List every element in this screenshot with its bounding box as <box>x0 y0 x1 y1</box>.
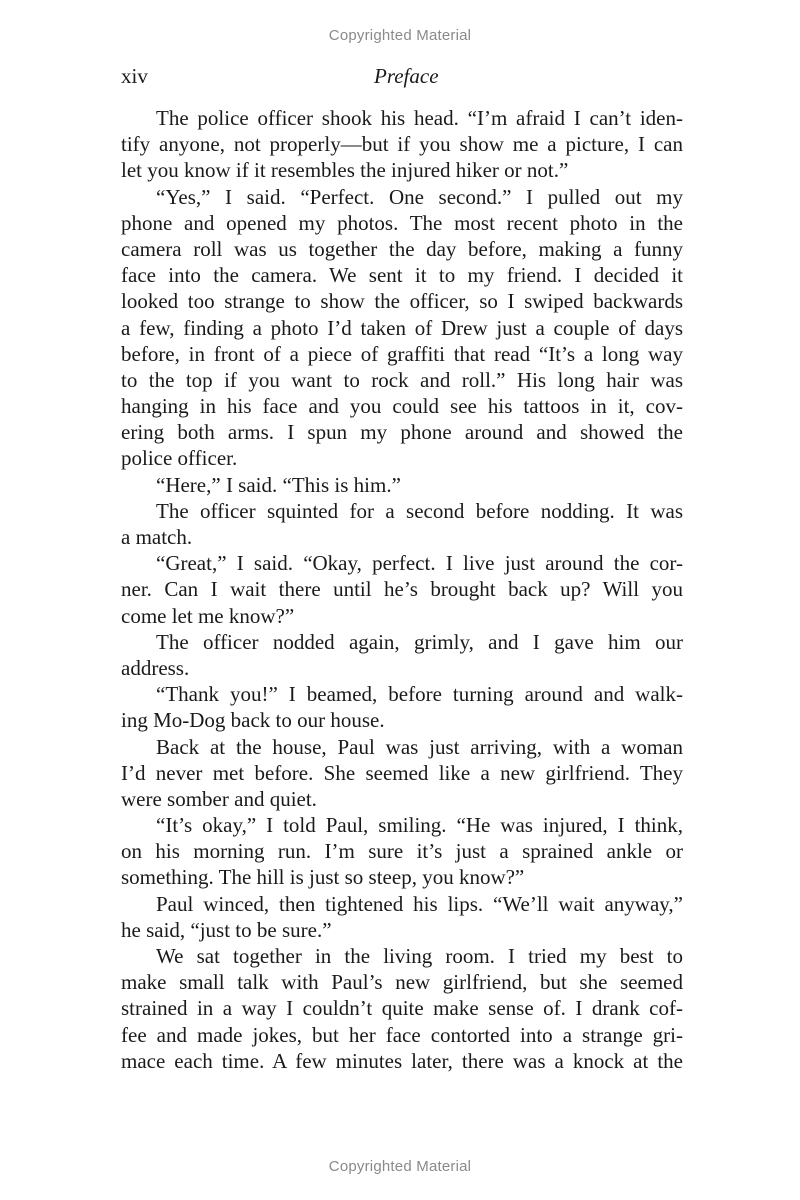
text-line: looked too strange to show the officer, so I swiped backwards <box>121 289 683 314</box>
text-line: “Here,” I said. “This is him.” <box>156 472 401 497</box>
text-line: make small talk with Paul’s new girlfriend, but she seemed <box>121 970 683 995</box>
text-line: “Great,” I said. “Okay, perfect. I live just around the cor- <box>156 551 683 576</box>
text-line: I’d never met before. She seemed like a new girlfriend. They <box>121 760 683 785</box>
running-head <box>121 64 683 92</box>
text-line: something. The hill is just so steep, you know?” <box>121 865 525 890</box>
text-line: face into the camera. We sent it to my friend. I decided it <box>121 263 683 288</box>
text-line: phone and opened my photos. The most recent photo in the <box>121 210 683 235</box>
text-line: camera roll was us together the day before, making a funny <box>121 236 683 261</box>
text-line: on his morning run. I’m sure it’s just a sprained ankle or <box>121 839 683 864</box>
text-line: We sat together in the living room. I tried my best to <box>156 944 683 968</box>
text-line: let you know if it resembles the injured hiker or not.” <box>121 158 569 183</box>
text-line: “It’s okay,” I told Paul, smiling. “He was injured, I think, <box>156 813 683 838</box>
copyright-watermark-top: Copyrighted Material <box>328 27 472 44</box>
text-line: “Thank you!” I beamed, before turning around and walk- <box>156 682 683 707</box>
text-line: police officer. <box>121 446 238 471</box>
text-line: a match. <box>121 525 193 549</box>
text-line: hanging in his face and you could see his tattoos in it, cov- <box>121 394 683 419</box>
text-line: come let me know?” <box>121 603 295 628</box>
text-line: a few, finding a photo I’d taken of Drew just a couple of days <box>121 315 683 340</box>
copyright-watermark-bottom: Copyrighted Material <box>328 1158 472 1175</box>
text-line: before, in front of a piece of graffiti that read “It’s a long way <box>121 341 683 366</box>
text-line: strained in a way I couldn’t quite make sense of. I drank cof- <box>121 996 683 1021</box>
text-line: The officer nodded again, grimly, and I gave him our <box>156 629 683 654</box>
text-line: were somber and quiet. <box>121 786 317 811</box>
page-number: xiv <box>121 64 148 88</box>
text-line: he said, “just to be sure.” <box>121 917 332 942</box>
text-line: ing Mo-Dog back to our house. <box>121 708 385 733</box>
text-line: to the top if you want to rock and roll.” His long hair was <box>121 367 683 392</box>
text-line: fee and made jokes, but her face contorted into a strange gri- <box>121 1022 683 1047</box>
text-line: The police officer shook his head. “I’m afraid I can’t iden- <box>156 106 683 130</box>
body-text <box>121 105 683 1074</box>
text-line: Paul winced, then tightened his lips. “We’ll wait anyway,” <box>156 891 683 916</box>
text-line: Back at the house, Paul was just arriving, with a woman <box>156 734 683 759</box>
text-line: tify anyone, not properly—but if you show me a picture, I can <box>121 132 683 157</box>
text-line: mace each time. A few minutes later, there was a knock at the <box>121 1048 683 1073</box>
section-title: Preface <box>374 64 439 88</box>
text-line: The officer squinted for a second before nodding. It was <box>156 498 683 523</box>
text-line: “Yes,” I said. “Perfect. One second.” I pulled out my <box>156 184 683 209</box>
text-line: ner. Can I wait there until he’s brought back up? Will you <box>121 577 683 602</box>
text-line: address. <box>121 655 190 680</box>
text-line: ering both arms. I spun my phone around and showed the <box>121 420 683 445</box>
